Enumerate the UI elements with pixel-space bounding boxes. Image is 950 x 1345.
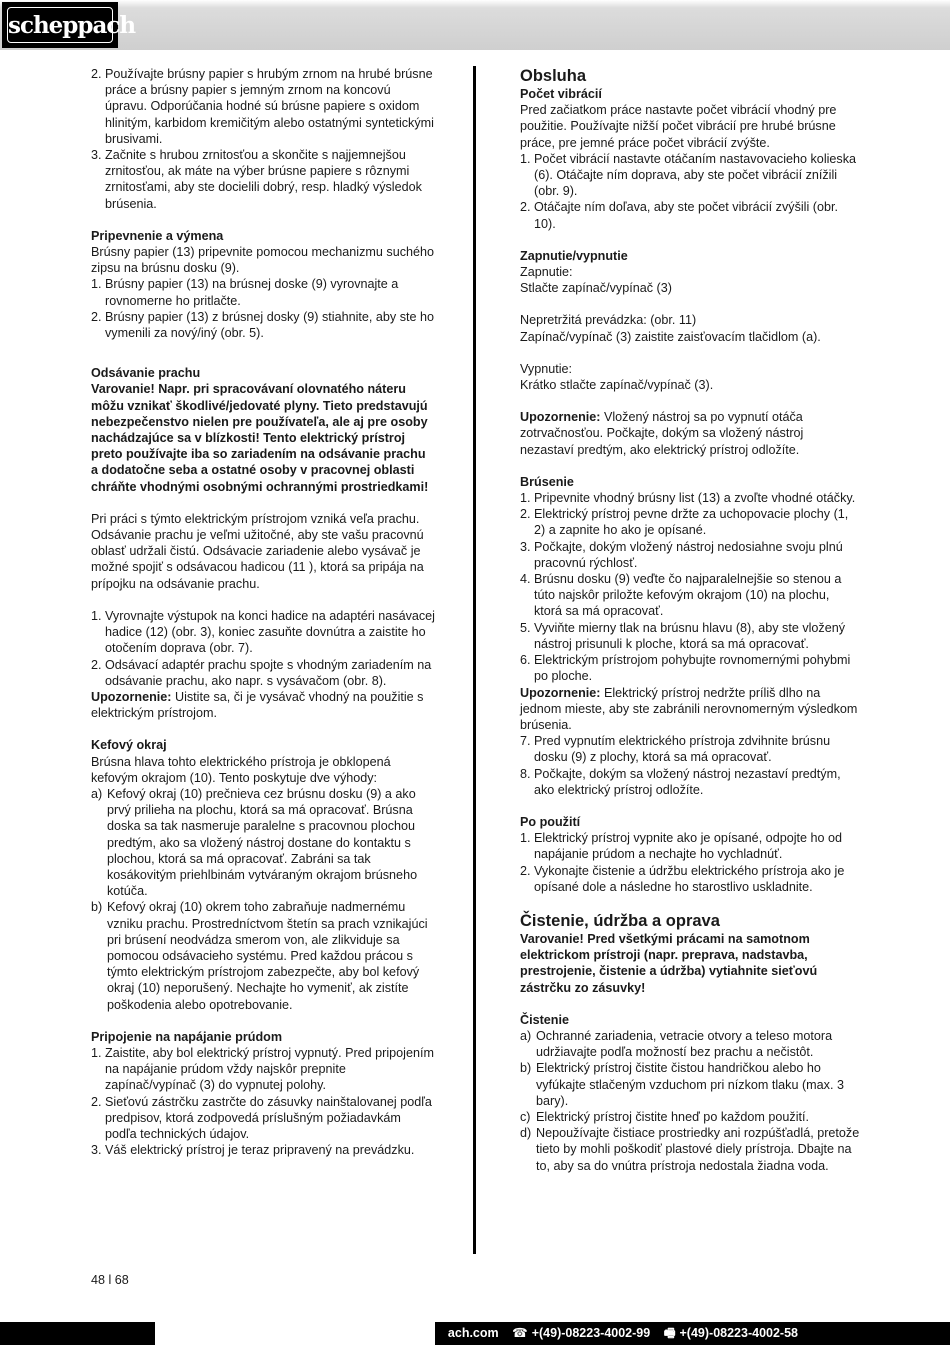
paragraph: Stlačte zapínač/vypínač (3) <box>520 281 672 296</box>
list-item: 3. Počkajte, dokým vložený nástroj nedosiahne svoju plnú pracovnú rýchlosť. <box>520 539 843 570</box>
paragraph: Nepretržitá prevádzka: (obr. 11) <box>520 313 697 328</box>
paragraph: Zapnutie: <box>520 265 573 280</box>
note-paragraph: Upozornenie: Uistite sa, či je vysávač vhodný na použitie s elektrickým prístrojom. <box>91 689 424 721</box>
paragraph: Zapínač/vypínač (3) zaistite zaisťovacím tlačidlom (a). <box>520 329 821 344</box>
list-item: 1. Zaistite, aby bol elektrický prístroj vypnutý. Pred pripojením na napájanie prúdom vždy najskôr prepnite zapínač/vypínač (3) do vypnutej polohy. <box>91 1045 434 1093</box>
section-title-po-pouziti: Po použití <box>520 814 581 829</box>
footer-white-block <box>155 1322 435 1345</box>
pripevnenie-list <box>91 276 436 341</box>
list-item: 5. Vyviňte mierny tlak na brúsnu hlavu (8), aby ste vložený nástroj prisunuli k ploche, ktorá sa má opracovať. <box>520 620 846 651</box>
paragraph: Brúsny papier (13) pripevnite pomocou mechanizmu suchého zipsu na brúsnu dosku (9). <box>91 245 435 276</box>
section-title-obsluha: Obsluha <box>520 67 587 85</box>
cistenie-list <box>520 1028 860 1174</box>
paragraph: Pri práci s týmto elektrickým prístrojom vzniká veľa prachu. Odsávanie prachu je veľmi užitočné, aby ste vašu pracovnú oblasť udržali čistú. Odsávacie zariadenie alebo vysávač je možné spojiť s odsávacou hadicou (11 ), ktorá sa pripája na prípojku na odsávanie prachu. <box>91 511 424 591</box>
section-title-zapnutie: Zapnutie/vypnutie <box>520 248 628 263</box>
section-title-cistenie: Čistenie <box>520 1012 569 1027</box>
header-band <box>0 0 950 50</box>
fax-icon: 🖷 <box>663 1326 676 1340</box>
list-item: 2. Používajte brúsny papier s hrubým zrnom na hrubé brúsne práce a brúsny papier s jemným zrnom na koncovú úpravu. Odporúčania hodné sú brúsne papiere s oxidom hlinitým, karbidom kremičitým alebo ostatnými syntetickými brusivami. <box>91 67 434 146</box>
subsection-title-vibracie: Počet vibrácií <box>520 87 602 101</box>
list-item: 2. Odsávací adaptér prachu spojte s vhodným zariadením na odsávanie prachu, ako napr. s vysávačom (obr. 8). <box>91 657 432 688</box>
list-item: 3. Začnite s hrubou zrnitosťou a skončite s najjemnejšou zrnitosťou, ak máte na výber brúsne papiere s rôznymi zrnitosťami, aby ste docielili dobrý, resp. hladký výsledok brúsenia. <box>91 148 422 211</box>
list-item: 8. Počkajte, dokým sa vložený nástroj nezastaví predtým, ako elektrický prístroj odložíte. <box>520 766 841 797</box>
pripojenie-list <box>91 1045 436 1158</box>
sandpaper-tips-list <box>91 66 436 212</box>
warning-text: Varovanie! Napr. pri spracovávaní olovnatého náteru môžu vznikať škodlivé/jedovaté plyny. Tieto predstavujú nebezpečenstvo nielen pre používateľa, ale aj pre osoby nachádzajúce sa v blízkosti! Tento elektrický prístroj preto používajte iba so zariadením na odsávanie prachu a dodatočne seba a ostatné osoby v pracovnej oblasti chráňte vhodnými osobnými ochrannými prostriedkami! <box>91 382 429 494</box>
warning-text: Varovanie! Pred všetkými prácami na samotnom elektrickom prístroji (napr. preprava, nadstavba, prestrojenie, čistenie a údržba) vytiahnite sieťovú zástrčku zo zásuvky! <box>520 931 818 995</box>
brusenie-list-continued <box>520 733 860 798</box>
list-item: 1. Počet vibrácií nastavte otáčaním nastavovacieho kolieska (6). Otáčajte ním doprava, aby ste počet vibrácií znížili (obr. 9). <box>520 151 857 199</box>
list-item: 6. Elektrickým prístrojom pohybujte rovnomernými pohybmi po ploche. <box>520 653 851 684</box>
footer-website: ach.com <box>447 1326 499 1340</box>
list-item: 1. Brúsny papier (13) na brúsnej doske (9) vyrovnajte a rovnomerne ho pritlačte. <box>91 277 399 308</box>
list-item: 2. Elektrický prístroj pevne držte za uchopovacie plochy (1, 2) a zapnite ho ako je opísané. <box>520 507 849 538</box>
note-paragraph: Upozornenie: Vložený nástroj sa po vypnutí otáča zotrvačnosťou. Počkajte, dokým sa vložený nástroj nezastaví predtým, ako elektrický prístroj odložíte. <box>520 410 804 457</box>
list-item: 2. Otáčajte ním doľava, aby ste počet vibrácií zvýšili (obr. 10). <box>520 200 838 231</box>
footer-fax: +(49)-08223-4002-58 <box>679 1326 798 1340</box>
right-column <box>520 66 860 1174</box>
section-title-kefovy: Kefový okraj <box>91 738 167 753</box>
obsluha-list <box>520 151 860 232</box>
list-item: 1. Pripevnite vhodný brúsny list (13) a zvoľte vhodné otáčky. <box>520 491 856 506</box>
paragraph: Pred začiatkom práce nastavte počet vibrácií vhodný pre použitie. Používajte nižší počet vibrácií pre hrubé brúsne práce, pre jemné práce počet vibrácií zvýšte. <box>520 103 837 150</box>
footer-phone: +(49)-08223-4002-99 <box>531 1326 651 1340</box>
kefovy-list <box>91 786 436 1013</box>
odsavanie-list <box>91 608 436 689</box>
page-number: 48 l 68 <box>91 1273 129 1287</box>
section-title-pripojenie: Pripojenie na napájanie prúdom <box>91 1029 283 1044</box>
section-title-cistenie-udrzba: Čistenie, údržba a oprava <box>520 911 720 930</box>
section-title-pripevnenie: Pripevnenie a výmena <box>91 228 224 243</box>
list-item: c) Elektrický prístroj čistite hneď po každom použití. <box>520 1109 810 1124</box>
list-item: b) Elektrický prístroj čistite čistou handričkou alebo ho vyfúkajte stlačeným vzduchom pri nízkom tlaku (max. 3 bary). <box>520 1061 844 1108</box>
paragraph: Vypnutie: <box>520 361 573 376</box>
list-item: 1. Vyrovnajte výstupok na konci hadice na adaptéri nasávacej hadice (12) (obr. 3), koniec zasuňte dovnútra a zaistite ho otočením doprava (obr. 7). <box>91 608 435 656</box>
section-title-brusenie: Brúsenie <box>520 474 574 489</box>
list-item: b) Kefový okraj (10) okrem toho zabraňuje nadmernému vzniku prachu. Prostredníctvom štetín sa prach vznikajúci pri brúsení neodvádza smerom von, ale zlikviduje sa pomocou odsávacieho systému. Pred každou prácou s týmto elektrickým prístrojom zabezpečte, aby bol kefový okraj (10) neporušený. Nechajte ho vymeniť, ak zistíte poškodenia alebo opotrebovanie. <box>91 900 428 1012</box>
list-item: 4. Brúsnu dosku (9) veďte čo najparalelnejšie so stenou a túto najskôr priložte kefovým okrajom (10) na plochu, ktorá sa má opracovať. <box>520 572 842 619</box>
brusenie-list <box>520 490 860 684</box>
footer-contact <box>444 1322 798 1345</box>
list-item: 7. Pred vypnutím elektrického prístroja zdvihnite brúsnu dosku (9) z plochy, ktorá sa má opracovať. <box>520 734 831 765</box>
section-title-odsavanie: Odsávanie prachu <box>91 366 201 381</box>
list-item: 2. Sieťovú zástrčku zastrčte do zásuvky nainštalovanej podľa predpisov, ktorá zodpovedá príslušným požiadavkám podľa technických údajov. <box>91 1094 432 1141</box>
column-divider <box>473 66 476 1254</box>
list-item: d) Nepoužívajte čistiace prostriedky ani rozpúšťadlá, pretože tieto by mohli poškodiť plastové diely prístroja. Dbajte na to, aby sa do vnútra prístroja nedostala žiadna voda. <box>520 1126 860 1173</box>
list-item: a) Ochranné zariadenia, vetracie otvory a teleso motora udržiavajte podľa možností bez prachu a nečistôt. <box>520 1028 833 1060</box>
list-item: a) Kefový okraj (10) prečnieva cez brúsnu dosku (9) a ako prvý prilieha na plochu, ktorá sa má opracovať. Brúsna doska sa tak nasmeruje paralelne s pracovnou plochou predtým, ako sa vložený nástroj dostane do kontaktu s plochou, ktorá sa má opracovať. Zabráni sa tak kosákovitým priehlbinám vytváraným okrajom brúsneho kotúča. <box>91 786 418 899</box>
paragraph: Krátko stlačte zapínač/vypínač (3). <box>520 378 714 393</box>
paragraph: Brúsna hlava tohto elektrického prístroja je obklopená kefovým okrajom (10). Tento poskytuje dve výhody: <box>91 754 391 785</box>
list-item: 2. Brúsny papier (13) z brúsnej dosky (9) stiahnite, aby ste ho vymenili za nový/iný (obr. 5). <box>91 309 434 341</box>
brand-logo <box>2 2 136 48</box>
list-item: 2. Vykonajte čistenie a údržbu elektrického prístroja ako je opísané dole a následne ho starostlivo uskladnite. <box>520 863 845 894</box>
list-item: 3. Váš elektrický prístroj je teraz pripravený na prevádzku. <box>91 1143 415 1158</box>
left-column <box>91 66 436 1158</box>
po-pouziti-list <box>520 830 860 895</box>
note-paragraph: Upozornenie: Elektrický prístroj nedržte príliš dlho na jednom mieste, aby ste zabránili nerovnomerným výsledkom brúsenia. <box>520 685 858 732</box>
brand-logo-text: scheppach <box>7 7 113 43</box>
telephone-icon: ☎ <box>512 1326 528 1340</box>
list-item: 1. Elektrický prístroj vypnite ako je opísané, odpojte ho od napájanie prúdom a nechajte ho vychladnúť. <box>520 831 843 862</box>
